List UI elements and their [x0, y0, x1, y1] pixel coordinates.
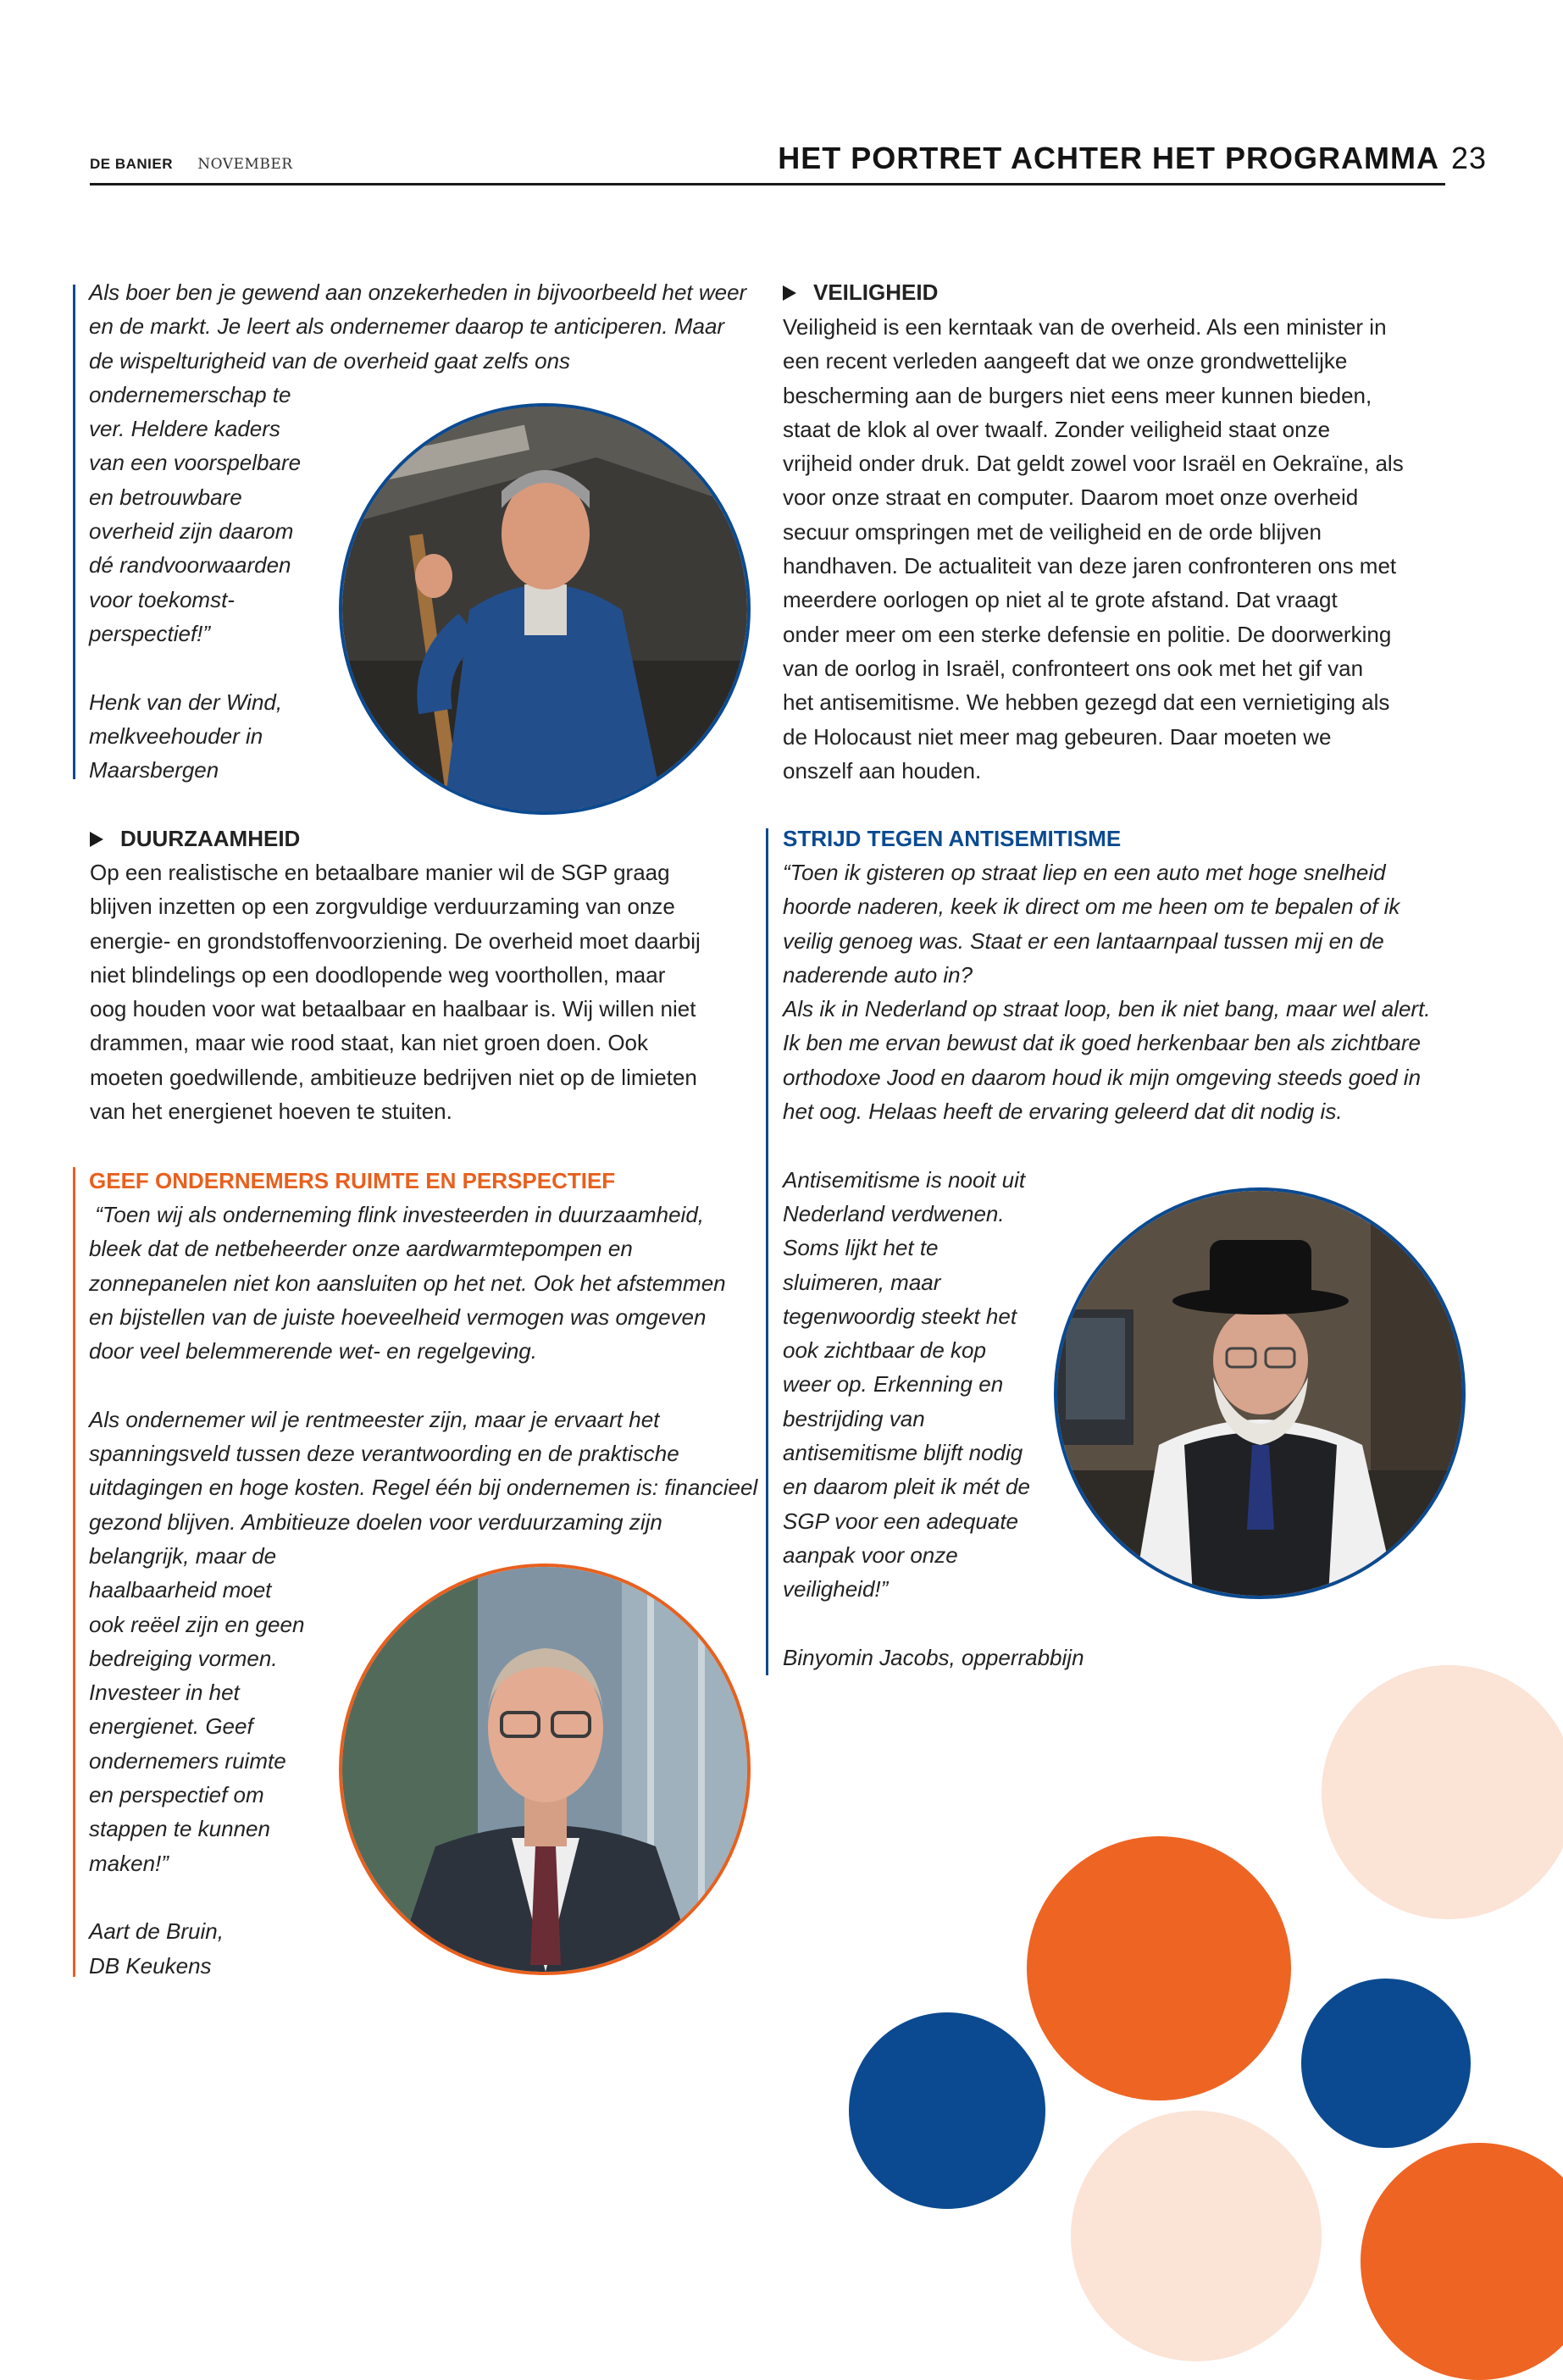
publication-name: DE BANIER [90, 156, 174, 172]
quote-line: gezond blijven. Ambitieuze doelen voor verduurzaming zijn [89, 1508, 662, 1535]
quote-line: dé randvoorwaarden [89, 552, 291, 578]
quote-line: stappen te kunnen [89, 1816, 270, 1842]
body-line: vrijheid onder druk. Dat geldt zowel voor Israël en Oekraïne, als [783, 451, 1404, 477]
quote-line: Als boer ben je gewend aan onzekerheden in bijvoorbeeld het weer [89, 280, 747, 305]
body-line: energie- en grondstoffenvoorziening. De overheid moet daarbij [90, 927, 701, 954]
quote-line: bleek dat de netbeheerder onze aardwarmtepompen en [89, 1236, 633, 1262]
body-line: handhaven. De actualiteit van deze jaren confronteren ons met [783, 553, 1397, 579]
attribution-line: Aart de Bruin, [89, 1918, 224, 1945]
quote-line: Als ondernemer wil je rentmeester zijn, maar je ervaart het [89, 1406, 660, 1432]
quote-line: “Toen wij als onderneming flink investeerden in duurzaamheid, [89, 1202, 705, 1227]
quote-line: en betrouwbare [89, 484, 242, 510]
body-line: niet blindelings op een doodlopende weg voorthollen, maar [90, 961, 666, 988]
quote-line: belangrijk, maar de [89, 1542, 277, 1569]
decorative-circle-blue [849, 2012, 1045, 2209]
body-line: bescherming aan de burgers niet eens meer kunnen bieden, [783, 382, 1372, 408]
body-line: Veiligheid is een kerntaak van de overheid. Als een minister in [783, 314, 1387, 340]
quote-line: overheid zijn daarom [89, 518, 294, 545]
quote-line: Nederland verdwenen. [783, 1200, 1005, 1226]
quote-line: Investeer in het [89, 1680, 240, 1706]
attribution-line: Henk van der Wind, [89, 689, 283, 715]
page-number: 23 [1450, 141, 1487, 175]
portrait-farmer [339, 403, 751, 815]
body-line: meerdere oorlogen op niet al te grote afstand. Dat vraagt [783, 587, 1338, 613]
body-duurzaamheid [90, 855, 701, 1128]
decorative-circle-orange [1027, 1836, 1291, 2100]
quote-line: “Toen ik gisteren op straat liep en een auto met hoge snelheid [783, 860, 1386, 885]
quote-line: haalbaarheid moet [89, 1577, 272, 1603]
quote-line: hoorde naderen, keek ik direct om me heen om te bepalen of ik [783, 894, 1400, 920]
body-line: een recent verleden aangeeft dat we onze grondwettelijke [783, 348, 1348, 374]
heading-duurzaamheid [90, 822, 300, 855]
quote-line: bedreiging vormen. [89, 1645, 278, 1671]
farmer-photo [342, 407, 747, 811]
triangle-bullet-icon [783, 285, 796, 301]
quote-line: ook zichtbaar de kop [783, 1337, 986, 1364]
heading-antisemitisme: STRIJD TEGEN ANTISEMITISME [783, 826, 1122, 851]
quote-line: Als ik in Nederland op straat loop, ben ik niet bang, maar wel alert. [783, 996, 1431, 1022]
body-line: blijven inzetten op een zorgvuldige verduurzaming van onze [90, 894, 675, 920]
heading-ondernemers: GEEF ONDERNEMERS RUIMTE EN PERSPECTIEF [89, 1168, 616, 1193]
rabbi-photo [1057, 1191, 1462, 1596]
decorative-circle-peach-bottom [1071, 2111, 1322, 2361]
quote-line: spanningsveld tussen deze verantwoording en de praktische [89, 1441, 679, 1467]
quote-line: ondernemerschap te [89, 381, 291, 407]
quote-line: ook reëel zijn en geen [89, 1611, 305, 1637]
body-line: van de oorlog in Israël, confronteert ons ook met het gif van [783, 655, 1364, 681]
quote-line: voor toekomst- [89, 586, 235, 612]
quote-line: en bijstellen van de juiste hoeveelheid vermogen was omgeven [89, 1303, 707, 1330]
quote-line: maken!” [89, 1850, 169, 1876]
header-divider [90, 183, 1445, 185]
quote-line: Ik ben me ervan bewust dat ik goed herkenbaar ben als zichtbare [783, 1030, 1422, 1056]
body-line: het antisemitisme. We hebben gezegd dat een vernietiging als [783, 689, 1390, 716]
quote-line: ver. Heldere kaders [89, 416, 280, 442]
quote-line: en de markt. Je leert als ondernemer daarop te anticiperen. Maar [89, 313, 725, 340]
body-line: secuur omspringen met de veiligheid en de orde blijven [783, 518, 1322, 545]
portrait-rabbi [1054, 1187, 1466, 1599]
body-veiligheid [783, 310, 1404, 788]
quote-line: veilig genoeg was. Staat er een lantaarnpaal tussen mij en de [783, 927, 1384, 954]
quote-bar-aart [73, 1167, 75, 1977]
businessman-photo [342, 1567, 747, 1972]
quote-line: het oog. Helaas heeft de ervaring geleerd dat dit nodig is. [783, 1099, 1343, 1125]
quote-bar-binyomin [766, 828, 768, 1675]
attribution-line: Binyomin Jacobs, opperrabbijn [783, 1644, 1084, 1670]
decorative-circle-orange-bottom [1361, 2143, 1563, 2380]
quote-line: Antisemitisme is nooit uit [783, 1166, 1026, 1193]
quote-line: orthodoxe Jood en daarom houd ik mijn omgeving steeds goed in [783, 1064, 1422, 1090]
body-line: moeten goedwillende, ambitieuze bedrijven niet op de limieten [90, 1064, 697, 1090]
quote-line: naderende auto in? [783, 961, 973, 988]
body-line: staat de klok al over twaalf. Zonder veiligheid staat onze [783, 416, 1331, 442]
portrait-businessman [339, 1564, 751, 1975]
decorative-circle-blue-small [1301, 1979, 1471, 2148]
quote-line: en daarom pleit ik mét de [783, 1474, 1030, 1500]
quote-line: veiligheid!” [783, 1576, 889, 1602]
quote-line: SGP voor een adequate [783, 1508, 1019, 1534]
quote-line: perspectief!” [89, 620, 211, 646]
quote-line: ondernemers ruimte [89, 1747, 286, 1774]
quote-line: uitdagingen en hoge kosten. Regel één bij ondernemen is: financieel [89, 1475, 758, 1501]
quote-bar-henk [73, 285, 75, 779]
quote-line: zonnepanelen niet kon aansluiten op het net. Ook het afstemmen [89, 1270, 726, 1296]
quote-line: bestrijding van [783, 1405, 925, 1431]
quote-line: door veel belemmerende wet- en regelgeving. [89, 1338, 537, 1364]
body-line: drammen, maar wie rood staat, kan niet groen doen. Ook [90, 1030, 649, 1056]
body-line: onder meer om een sterke defensie en politie. De doorwerking [783, 621, 1392, 647]
attribution-line: Maarsbergen [89, 757, 219, 783]
masthead [90, 156, 293, 173]
body-line: onszelf aan houden. [783, 757, 982, 783]
section-title-text: HET PORTRET ACHTER HET PROGRAMMA [778, 141, 1439, 175]
quote-line: de wispelturigheid van de overheid gaat zelfs ons [89, 347, 571, 374]
quote-line: energienet. Geef [89, 1713, 253, 1740]
quote-line: sluimeren, maar [783, 1269, 941, 1295]
attribution-line: melkveehouder in [89, 722, 263, 749]
heading-veiligheid [783, 275, 938, 309]
body-line: oog houden voor wat betaalbaar en haalbaar is. Wij willen niet [90, 996, 696, 1022]
quote-line: weer op. Erkenning en [783, 1371, 1004, 1398]
quote-line: aanpak voor onze [783, 1541, 958, 1568]
quote-line: antisemitisme blijft nodig [783, 1440, 1023, 1466]
quote-line: en perspectief om [89, 1782, 264, 1808]
body-line: Op een realistische en betaalbare manier wil de SGP graag [90, 860, 670, 885]
issue-month: NOVEMBER [197, 156, 293, 173]
body-line: van het energienet hoeven te stuiten. [90, 1099, 452, 1125]
triangle-bullet-icon [90, 832, 103, 847]
quote-line: Soms lijkt het te [783, 1235, 939, 1261]
body-line: de Holocaust niet meer mag gebeuren. Daar moeten we [783, 723, 1332, 750]
quote-line: tegenwoordig steekt het [783, 1303, 1017, 1329]
quote-line: van een voorspelbare [89, 450, 302, 476]
heading-text: DUURZAAMHEID [120, 826, 301, 851]
attribution-line: DB Keukens [89, 1952, 212, 1979]
heading-text: VEILIGHEID [813, 280, 939, 305]
body-line: voor onze straat en computer. Daarom moet onze overheid [783, 484, 1359, 511]
section-title [778, 141, 1487, 176]
decorative-circle-peach [1322, 1665, 1563, 1919]
